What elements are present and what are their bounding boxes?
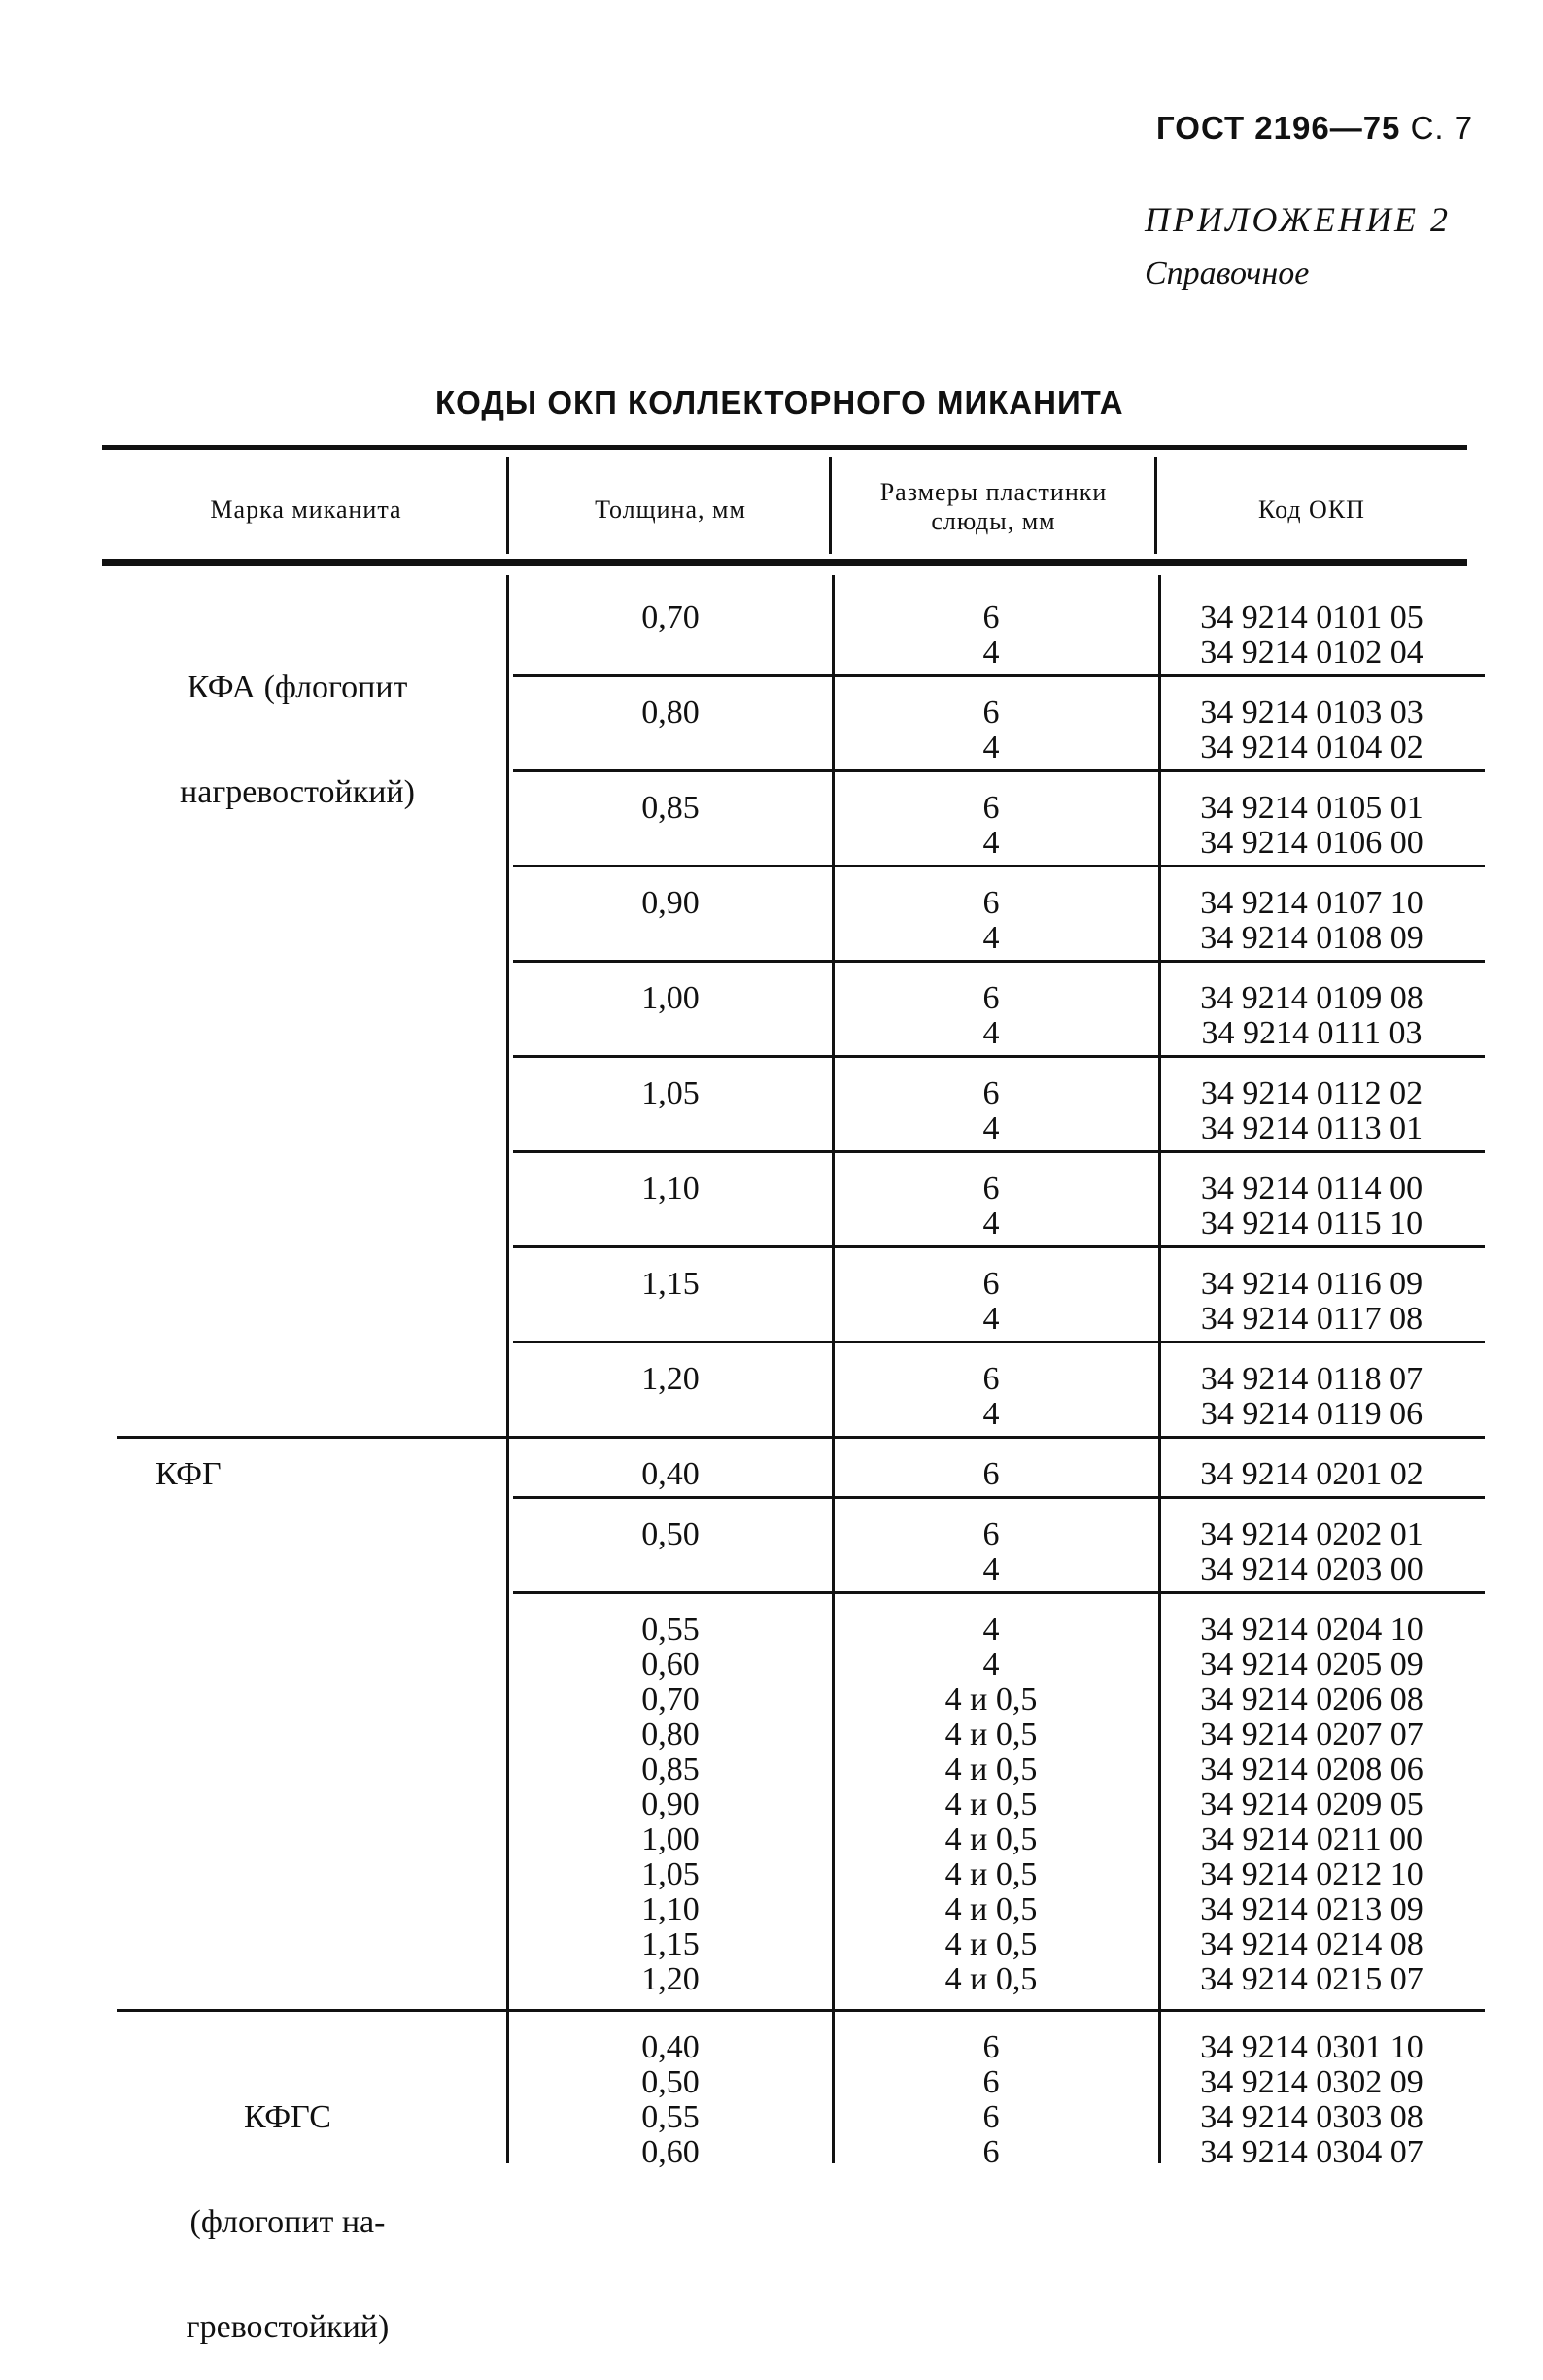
thickness-cell: 0,80 <box>641 1717 700 1752</box>
code-cell: 34 9214 0114 00 <box>1200 1171 1423 1207</box>
code-cell: 34 9214 0205 09 <box>1200 1647 1423 1683</box>
mark-kfa-line1: КФА (флогопит <box>187 669 408 705</box>
code-cell: 34 9214 0211 00 <box>1200 1821 1423 1857</box>
appendix-subtitle: Справочное <box>1145 255 1310 291</box>
mark-kfgs-line3: гревостойкий) <box>186 2309 390 2345</box>
mark-kfa-line2: нагревостойкий) <box>180 774 415 810</box>
code-cell: 34 9214 0214 08 <box>1200 1926 1423 1962</box>
group-divider <box>513 1496 1485 1499</box>
group-divider <box>513 865 1485 867</box>
thickness-cell: 0,85 <box>641 1751 700 1787</box>
code-cell: 34 9214 0213 09 <box>1200 1891 1423 1927</box>
table-title: КОДЫ ОКП КОЛЛЕКТОРНОГО МИКАНИТА <box>435 385 1124 421</box>
thickness-cell: 0,85 <box>641 790 700 826</box>
thickness-cell: 0,90 <box>641 1786 700 1822</box>
header-divider <box>1154 457 1157 554</box>
mark-kfgs-line2: (флогопит на- <box>189 2204 386 2240</box>
code-cell: 34 9214 0103 03 <box>1200 695 1423 731</box>
size-cell: 6 <box>982 599 1000 635</box>
column-divider <box>832 575 835 2163</box>
size-cell: 4 и 0,5 <box>944 1926 1038 1962</box>
code-cell: 34 9214 0116 09 <box>1200 1266 1423 1302</box>
code-cell: 34 9214 0118 07 <box>1200 1361 1423 1397</box>
size-cell: 6 <box>982 1456 1000 1492</box>
code-cell: 34 9214 0117 08 <box>1200 1301 1423 1337</box>
code-cell: 34 9214 0215 07 <box>1200 1961 1423 1997</box>
thickness-cell: 0,40 <box>641 1456 700 1492</box>
thickness-cell: 0,90 <box>641 885 700 921</box>
code-cell: 34 9214 0112 02 <box>1200 1075 1423 1111</box>
code-cell: 34 9214 0302 09 <box>1200 2064 1423 2100</box>
size-cell: 4 и 0,5 <box>944 1891 1038 1927</box>
mark-kfgs <box>113 2030 463 2380</box>
thickness-cell: 0,55 <box>641 1612 700 1648</box>
size-cell: 4 <box>982 1612 1000 1648</box>
code-cell: 34 9214 0212 10 <box>1200 1856 1423 1892</box>
size-cell: 4 и 0,5 <box>944 1961 1038 1997</box>
thickness-cell: 1,00 <box>641 1821 700 1857</box>
column-header-thickness: Толщина, мм <box>595 495 746 524</box>
page-number: С. 7 <box>1410 110 1474 146</box>
code-cell: 34 9214 0208 06 <box>1200 1751 1423 1787</box>
code-cell: 34 9214 0202 01 <box>1200 1516 1423 1552</box>
column-header-sizes <box>831 478 1156 536</box>
header-bottom-rule <box>102 559 1467 566</box>
group-divider <box>513 1341 1485 1343</box>
code-cell: 34 9214 0207 07 <box>1200 1717 1423 1752</box>
thickness-cell: 1,05 <box>641 1075 700 1111</box>
code-cell: 34 9214 0301 10 <box>1200 2029 1423 2065</box>
size-cell: 4 и 0,5 <box>944 1751 1038 1787</box>
group-divider <box>513 1055 1485 1058</box>
code-cell: 34 9214 0204 10 <box>1200 1612 1423 1648</box>
size-cell: 4 и 0,5 <box>944 1786 1038 1822</box>
size-cell: 6 <box>982 885 1000 921</box>
size-cell: 6 <box>982 1266 1000 1302</box>
code-cell: 34 9214 0113 01 <box>1200 1110 1423 1146</box>
code-cell: 34 9214 0102 04 <box>1200 634 1423 670</box>
size-cell: 4 <box>982 1396 1000 1432</box>
header-divider <box>829 457 832 554</box>
thickness-cell: 1,15 <box>641 1266 700 1302</box>
size-cell: 4 <box>982 730 1000 765</box>
column-header-code: Код ОКП <box>1258 495 1365 524</box>
code-cell: 34 9214 0203 00 <box>1200 1551 1423 1587</box>
size-cell: 4 и 0,5 <box>944 1717 1038 1752</box>
code-cell: 34 9214 0111 03 <box>1201 1015 1423 1051</box>
size-cell: 6 <box>982 980 1000 1016</box>
mark-kfgs-line1: КФГС <box>244 2099 331 2135</box>
code-cell: 34 9214 0101 05 <box>1200 599 1423 635</box>
thickness-cell: 0,50 <box>641 1516 700 1552</box>
appendix-title: ПРИЛОЖЕНИЕ 2 <box>1145 200 1451 239</box>
thickness-cell: 1,10 <box>641 1891 700 1927</box>
thickness-cell: 1,20 <box>641 1961 700 1997</box>
size-cell: 6 <box>982 2134 1000 2170</box>
size-cell: 4 <box>982 1551 1000 1587</box>
size-cell: 6 <box>982 790 1000 826</box>
size-cell: 4 <box>982 634 1000 670</box>
thickness-cell: 0,60 <box>641 1647 700 1683</box>
size-cell: 4 <box>982 1301 1000 1337</box>
size-cell: 4 <box>982 1206 1000 1241</box>
group-divider <box>513 1591 1485 1594</box>
code-cell: 34 9214 0106 00 <box>1200 825 1423 861</box>
section-divider <box>117 1436 1485 1439</box>
group-divider <box>513 769 1485 772</box>
code-cell: 34 9214 0119 06 <box>1200 1396 1423 1432</box>
code-cell: 34 9214 0303 08 <box>1200 2099 1423 2135</box>
mark-kfa <box>113 600 482 845</box>
group-divider <box>513 1150 1485 1153</box>
thickness-cell: 0,40 <box>641 2029 700 2065</box>
size-cell: 4 и 0,5 <box>944 1821 1038 1857</box>
code-cell: 34 9214 0206 08 <box>1200 1682 1423 1717</box>
thickness-cell: 0,70 <box>641 599 700 635</box>
code-cell: 34 9214 0104 02 <box>1200 730 1423 765</box>
size-cell: 6 <box>982 2029 1000 2065</box>
gost-code: ГОСТ 2196—75 <box>1156 110 1401 146</box>
code-cell: 34 9214 0115 10 <box>1200 1206 1423 1241</box>
thickness-cell: 1,10 <box>641 1171 700 1207</box>
size-cell: 4 и 0,5 <box>944 1856 1038 1892</box>
code-cell: 34 9214 0107 10 <box>1200 885 1423 921</box>
table-top-rule <box>102 445 1467 450</box>
code-cell: 34 9214 0209 05 <box>1200 1786 1423 1822</box>
size-cell: 4 <box>982 1015 1000 1051</box>
size-cell: 4 <box>982 1110 1000 1146</box>
thickness-cell: 0,70 <box>641 1682 700 1717</box>
thickness-cell: 0,80 <box>641 695 700 731</box>
header-divider <box>506 457 509 554</box>
thickness-cell: 1,05 <box>641 1856 700 1892</box>
group-divider <box>513 674 1485 677</box>
thickness-cell: 1,20 <box>641 1361 700 1397</box>
column-divider <box>506 575 509 2163</box>
size-cell: 6 <box>982 1075 1000 1111</box>
size-cell: 4 <box>982 825 1000 861</box>
size-cell: 4 <box>982 1647 1000 1683</box>
thickness-cell: 1,00 <box>641 980 700 1016</box>
document-number <box>1156 110 1473 147</box>
group-divider <box>513 1245 1485 1248</box>
group-divider <box>513 960 1485 963</box>
section-divider <box>117 2009 1485 2012</box>
size-cell: 6 <box>982 695 1000 731</box>
size-cell: 6 <box>982 2064 1000 2100</box>
size-cell: 6 <box>982 1361 1000 1397</box>
size-cell: 6 <box>982 2099 1000 2135</box>
size-cell: 4 и 0,5 <box>944 1682 1038 1717</box>
size-cell: 6 <box>982 1171 1000 1207</box>
column-header-sizes-line2: слюды, мм <box>931 507 1056 535</box>
thickness-cell: 0,55 <box>641 2099 700 2135</box>
code-cell: 34 9214 0105 01 <box>1200 790 1423 826</box>
code-cell: 34 9214 0304 07 <box>1200 2134 1423 2170</box>
code-cell: 34 9214 0109 08 <box>1200 980 1423 1016</box>
column-header-sizes-line1: Размеры пластинки <box>879 478 1108 506</box>
thickness-cell: 0,60 <box>641 2134 700 2170</box>
code-cell: 34 9214 0201 02 <box>1200 1456 1423 1492</box>
size-cell: 6 <box>982 1516 1000 1552</box>
size-cell: 4 <box>982 920 1000 956</box>
column-header-mark: Марка миканита <box>210 495 402 524</box>
code-cell: 34 9214 0108 09 <box>1200 920 1423 956</box>
thickness-cell: 1,15 <box>641 1926 700 1962</box>
thickness-cell: 0,50 <box>641 2064 700 2100</box>
mark-kfg: КФГ <box>155 1456 222 1492</box>
